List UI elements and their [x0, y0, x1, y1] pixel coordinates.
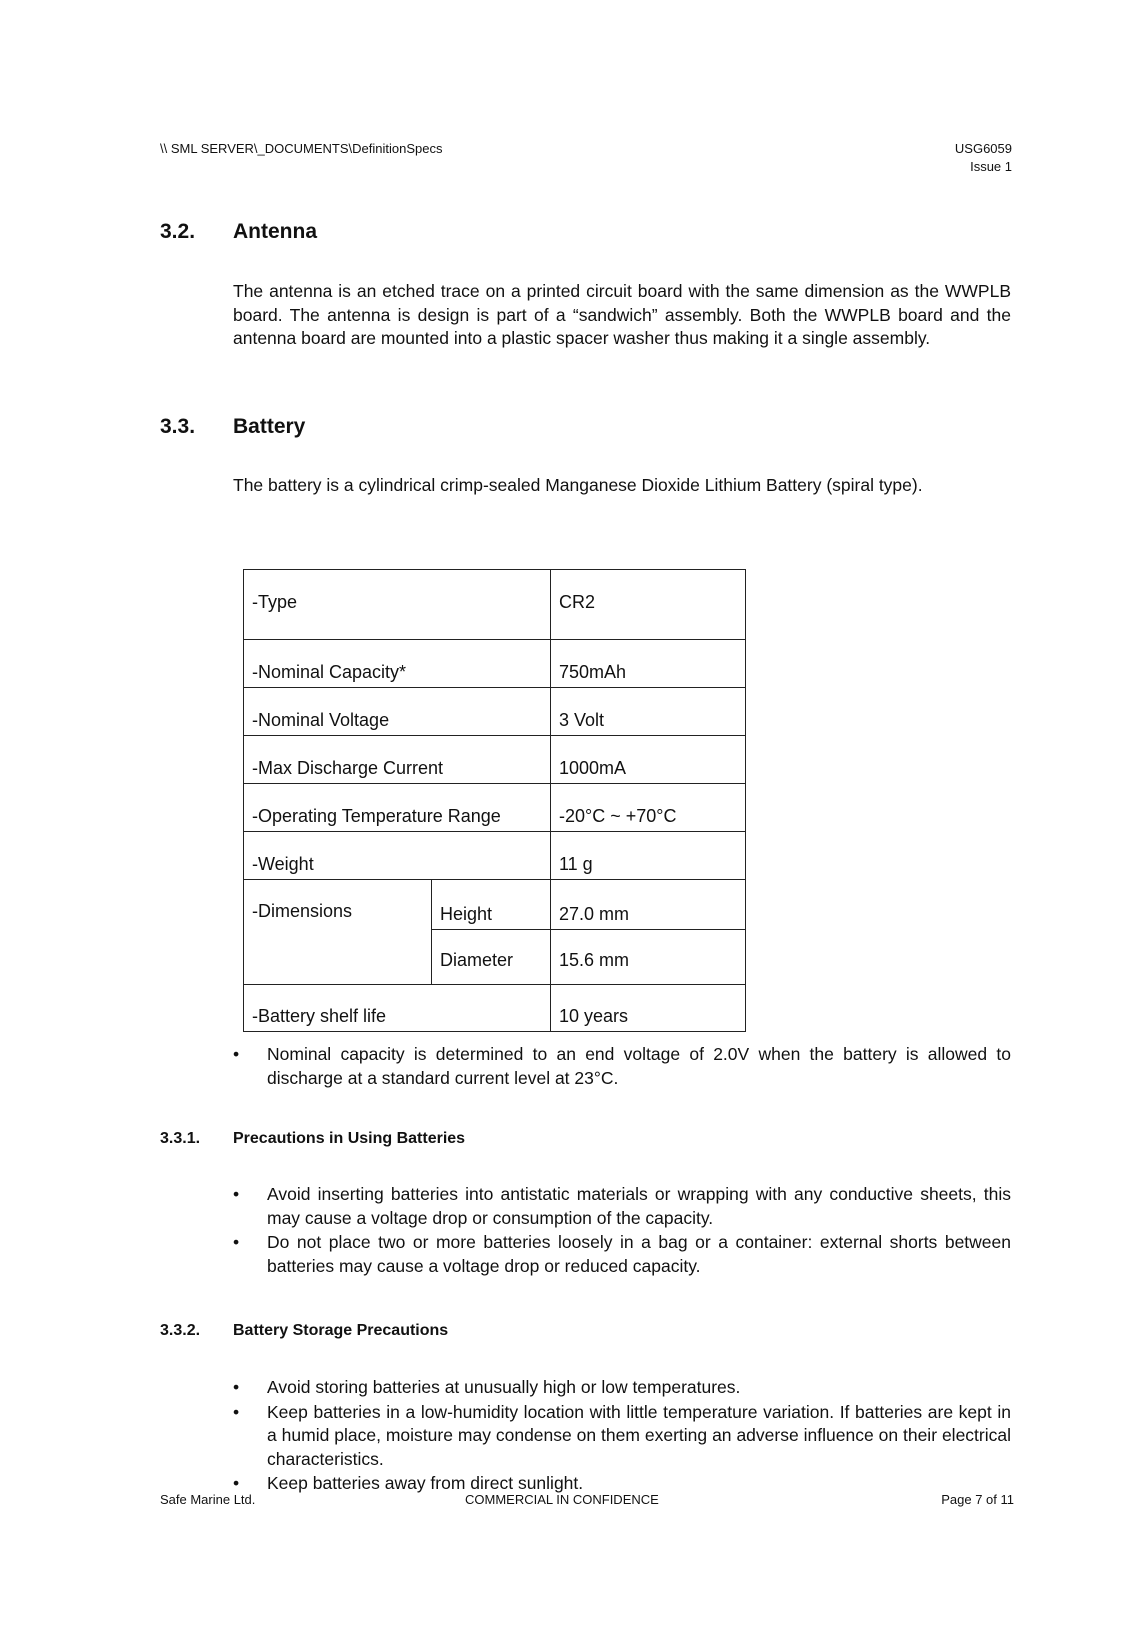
section-title-storage: Battery Storage Precautions	[233, 1322, 449, 1339]
footer-company: Safe Marine Ltd.	[160, 1492, 256, 1507]
table-row-voltage	[244, 688, 746, 736]
shelf-life-value: 10 years	[551, 985, 746, 1032]
header-path: \\ SML SERVER\_DOCUMENTS\DefinitionSpecs	[160, 141, 443, 156]
list-item: • Avoid inserting batteries into antistatic materials or wrapping with any conductive sheets, this may cause a voltage drop or consumption of the capacity.	[233, 1183, 1011, 1230]
height-label: Height	[432, 880, 551, 930]
section-number-battery: 3.3.	[160, 415, 196, 438]
temperature-value: -20°C ~ +70°C	[551, 784, 746, 832]
list-item: • Do not place two or more batteries loosely in a bag or a container: external shorts between batteries may cause a voltage drop or reduced capacity.	[233, 1231, 1011, 1278]
capacity-note-list	[233, 1043, 1011, 1091]
table-row-discharge	[244, 736, 746, 784]
table-row-capacity	[244, 640, 746, 688]
height-value: 27.0 mm	[551, 880, 746, 930]
discharge-value: 1000mA	[551, 736, 746, 784]
table-row-shelf-life	[244, 985, 746, 1032]
list-item: • Avoid storing batteries at unusually high or low temperatures.	[233, 1376, 1011, 1400]
capacity-label: -Nominal Capacity*	[244, 640, 551, 688]
section-title-battery: Battery	[233, 415, 306, 438]
weight-label: -Weight	[244, 832, 551, 880]
voltage-label: -Nominal Voltage	[244, 688, 551, 736]
shelf-life-label: -Battery shelf life	[244, 985, 551, 1032]
antenna-paragraph: The antenna is an etched trace on a printed circuit board with the same dimension as the WWPLB board. The antenna is design is part of a “sandwich” assembly. Both the WWPLB board and the antenna board are mounted into a plastic spacer washer thus making it a single assembly.	[233, 281, 1011, 348]
type-label: -Type	[244, 570, 551, 640]
section-number-precautions: 3.3.1.	[160, 1130, 201, 1147]
precautions-list	[233, 1183, 1011, 1279]
diameter-value: 15.6 mm	[551, 930, 746, 985]
table-row-height	[244, 880, 746, 930]
temperature-label: -Operating Temperature Range	[244, 784, 551, 832]
type-value: CR2	[551, 570, 746, 640]
table-row-weight	[244, 832, 746, 880]
capacity-value: 750mAh	[551, 640, 746, 688]
storage-list	[233, 1376, 1011, 1497]
dimensions-label: -Dimensions	[244, 880, 432, 985]
battery-spec-table	[243, 569, 746, 1032]
section-title-antenna: Antenna	[233, 220, 317, 243]
battery-paragraph: The battery is a cylindrical crimp-sealed Manganese Dioxide Lithium Battery (spiral type).	[233, 475, 923, 495]
list-item: • Keep batteries in a low-humidity location with little temperature variation. If batteries are kept in a humid place, moisture may condense on them exerting an adverse influence on their electrical characteristics.	[233, 1401, 1011, 1472]
section-number-antenna: 3.2.	[160, 220, 196, 243]
header-doc-number: USG6059	[954, 141, 1012, 156]
diameter-label: Diameter	[432, 930, 551, 985]
discharge-label: -Max Discharge Current	[244, 736, 551, 784]
footer-confidentiality: COMMERCIAL IN CONFIDENCE	[465, 1492, 659, 1507]
capacity-note: • Nominal capacity is determined to an end voltage of 2.0V when the battery is allowed to discharge at a standard current level at 23°C.	[233, 1043, 1011, 1090]
table-row-type	[244, 570, 746, 640]
section-number-storage: 3.3.2.	[160, 1322, 201, 1339]
header-issue: Issue 1	[970, 159, 1012, 174]
list-item: • Keep batteries away from direct sunlight.	[233, 1472, 1011, 1496]
table-row-temperature	[244, 784, 746, 832]
footer-page-number: Page 7 of 11	[941, 1492, 1014, 1507]
weight-value: 11 g	[551, 832, 746, 880]
voltage-value: 3 Volt	[551, 688, 746, 736]
section-title-precautions: Precautions in Using Batteries	[233, 1130, 466, 1147]
